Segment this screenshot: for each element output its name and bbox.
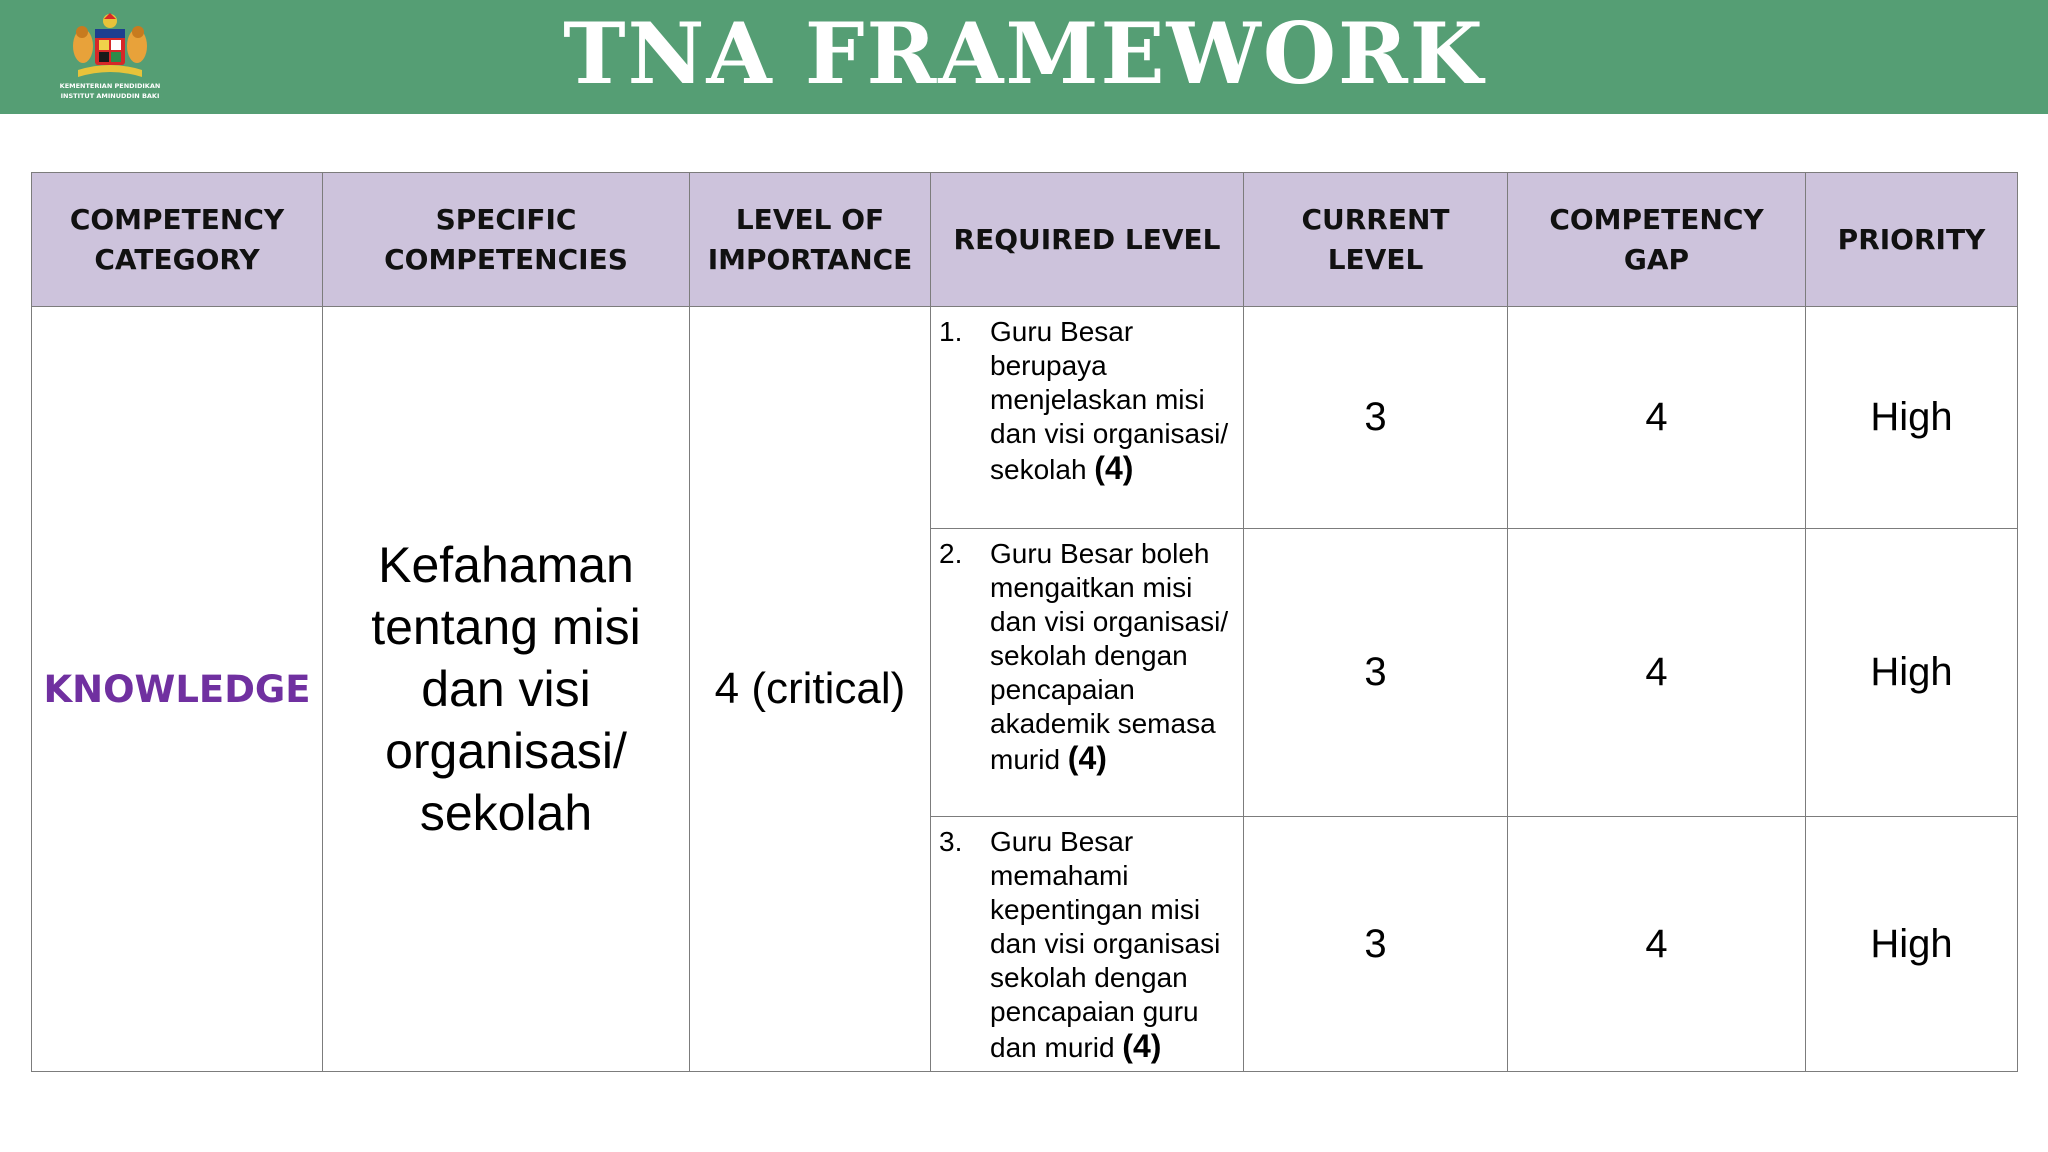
required-level-cell (931, 307, 1244, 529)
table-row (32, 307, 2018, 529)
item-number: 3. (939, 826, 963, 857)
required-level-value: (4) (1122, 1028, 1162, 1064)
competency-gap-cell: 4 (1508, 307, 1806, 529)
competency-gap-cell: 4 (1508, 529, 1806, 817)
item-number: 1. (939, 316, 963, 347)
current-level-cell: 3 (1244, 529, 1508, 817)
required-level-cell (931, 817, 1244, 1072)
priority-cell: High (1806, 529, 2018, 817)
required-level-text: Guru Besar memahami kepentingan misi dan visi organisasi sekolah dengan pencapaian guru dan murid (990, 826, 1221, 1063)
col-header-required-level: REQUIRED LEVEL (931, 173, 1244, 307)
importance-cell: 4 (critical) (690, 307, 931, 1072)
competency-gap-cell: 4 (1508, 817, 1806, 1072)
current-level-cell: 3 (1244, 817, 1508, 1072)
header-bar (0, 0, 2048, 114)
col-header-priority: PRIORITY (1806, 173, 2018, 307)
item-number: 2. (939, 538, 963, 569)
required-level-value: (4) (1067, 740, 1107, 776)
logo-line-2: INSTITUT AMINUDDIN BAKI (60, 92, 160, 100)
required-level-value: (4) (1094, 450, 1134, 486)
col-header-specific-competencies: SPECIFIC COMPETENCIES (323, 173, 690, 307)
current-level-cell: 3 (1244, 307, 1508, 529)
table-header-row (32, 173, 2018, 307)
specific-competency-cell: Kefahaman tentang misi dan visi organisasi/ sekolah (323, 307, 690, 1072)
col-header-level-of-importance: LEVEL OF IMPORTANCE (690, 173, 931, 307)
page-title: TNA FRAMEWORK (563, 4, 1485, 103)
competency-category-cell: KNOWLEDGE (32, 307, 323, 1072)
required-level-text: Guru Besar berupaya menjelaskan misi dan visi organisasi/ sekolah (990, 316, 1229, 485)
logo-line-1: KEMENTERIAN PENDIDIKAN (59, 82, 161, 90)
col-header-competency-category: COMPETENCY CATEGORY (32, 173, 323, 307)
tna-table (31, 172, 2018, 1072)
required-level-text: Guru Besar boleh mengaitkan misi dan visi organisasi/ sekolah dengan pencapaian akademik semasa murid (990, 538, 1229, 775)
priority-cell: High (1806, 817, 2018, 1072)
col-header-competency-gap: COMPETENCY GAP (1508, 173, 1806, 307)
priority-cell: High (1806, 307, 2018, 529)
col-header-current-level: CURRENT LEVEL (1244, 173, 1508, 307)
required-level-cell (931, 529, 1244, 817)
